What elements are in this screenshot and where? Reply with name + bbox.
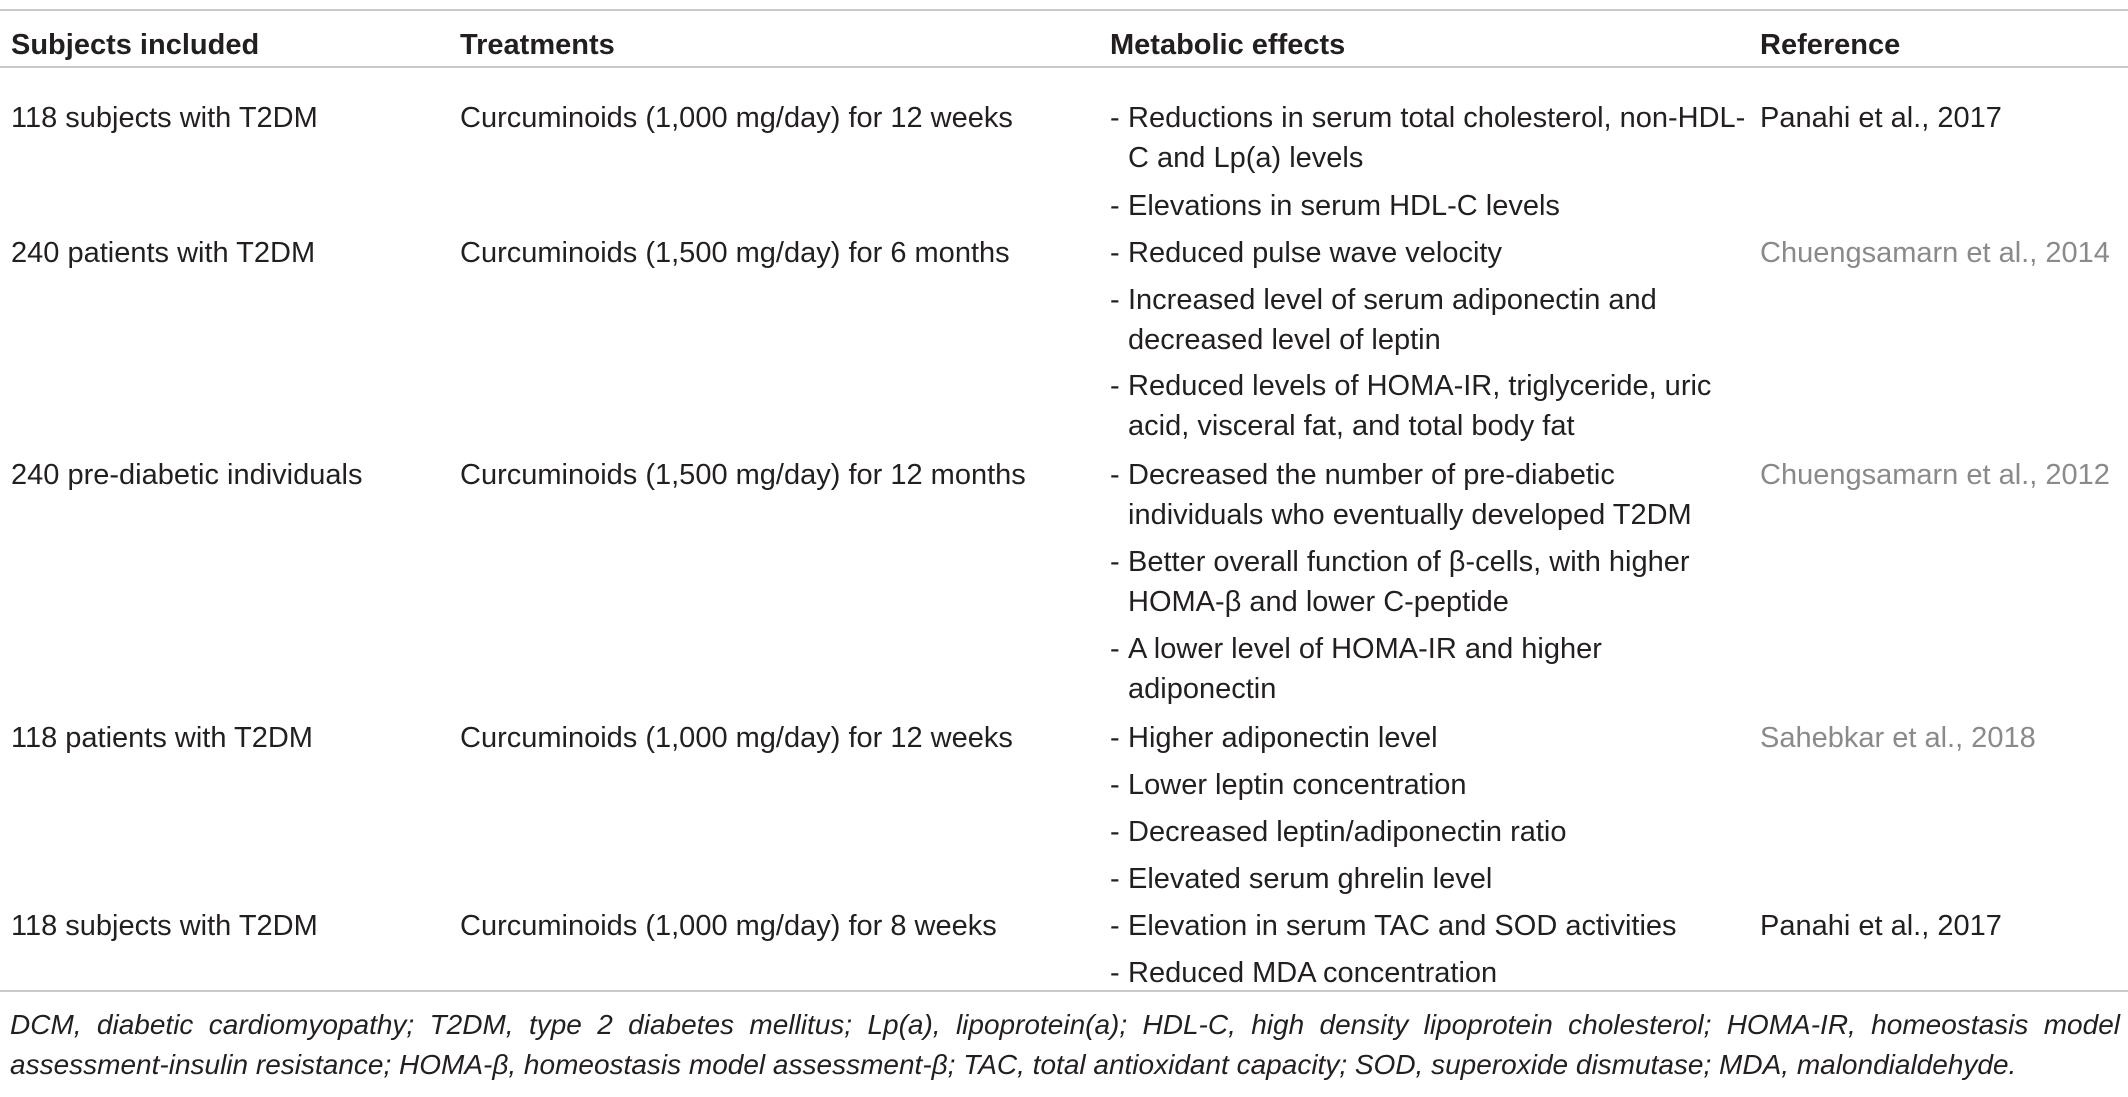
row5-effect-2	[1110, 953, 1748, 993]
effect-text: Reduced levels of HOMA-IR, triglyceride, uric acid, visceral fat, and total body fat	[1128, 370, 1712, 442]
row1-treatment: Curcuminoids (1,000 mg/day) for 12 weeks	[460, 102, 1013, 134]
row2-reference[interactable]: Chuengsamarn et al., 2014	[1760, 237, 2110, 269]
table-bottom-rule	[0, 990, 2128, 992]
row3-subjects: 240 pre-diabetic individuals	[11, 459, 363, 491]
table-header-rule	[0, 66, 2128, 68]
effect-text: Better overall function of β-cells, with higher HOMA-β and lower C-peptide	[1128, 546, 1690, 618]
table-footnote: DCM, diabetic cardiomyopathy; T2DM, type 2 diabetes mellitus; Lp(a), lipoprotein(a); HDL-C, high density lipoprotein cholesterol; HOMA-IR, homeostasis model assessment-insulin resistance; HOMA-β, homeostasis model assessment-β; TAC, total antioxidant capacity; SOD, superoxide dismutase; MDA, malondialdehyde.	[10, 1009, 2120, 1080]
bullet-dash: -	[1110, 633, 1120, 665]
effect-text: Reduced pulse wave velocity	[1128, 237, 1502, 269]
row2-subjects: 240 patients with T2DM	[11, 237, 316, 269]
row4-reference[interactable]: Sahebkar et al., 2018	[1760, 722, 2036, 754]
header-subjects: Subjects included	[11, 29, 260, 61]
header-effects: Metabolic effects	[1110, 29, 1346, 61]
bullet-dash: -	[1110, 459, 1120, 491]
effect-text: Higher adiponectin level	[1128, 722, 1438, 754]
bullet-dash: -	[1110, 190, 1120, 222]
bullet-dash: -	[1110, 284, 1120, 316]
bullet-dash: -	[1110, 722, 1120, 754]
effect-text: Elevated serum ghrelin level	[1128, 863, 1493, 895]
row1-subjects: 118 subjects with T2DM	[11, 102, 318, 134]
effect-text: A lower level of HOMA-IR and higher adiponectin	[1128, 633, 1602, 705]
row2-treatment: Curcuminoids (1,500 mg/day) for 6 months	[460, 237, 1010, 269]
effect-text: Reduced MDA concentration	[1128, 957, 1498, 989]
row4-treatment: Curcuminoids (1,000 mg/day) for 12 weeks	[460, 722, 1013, 754]
table-top-rule	[0, 9, 2128, 11]
row1-effect-2	[1110, 186, 1748, 226]
header-treatments: Treatments	[460, 29, 615, 61]
row1-reference[interactable]: Panahi et al., 2017	[1760, 102, 2002, 134]
bullet-dash: -	[1110, 816, 1120, 848]
row4-effect-2	[1110, 765, 1748, 805]
effect-text: Decreased the number of pre-diabetic individuals who eventually developed T2DM	[1128, 459, 1692, 531]
row5-subjects: 118 subjects with T2DM	[11, 910, 318, 942]
bullet-dash: -	[1110, 237, 1120, 269]
row4-effect-4	[1110, 859, 1748, 899]
bullet-dash: -	[1110, 957, 1120, 989]
row3-treatment: Curcuminoids (1,500 mg/day) for 12 months	[460, 459, 1026, 491]
row3-effect-3	[1110, 629, 1748, 709]
effect-text: Lower leptin concentration	[1128, 769, 1467, 801]
effect-text: Elevations in serum HDL-C levels	[1128, 190, 1560, 222]
row3-effect-2	[1110, 542, 1748, 622]
row4-subjects: 118 patients with T2DM	[11, 722, 313, 754]
row3-reference[interactable]: Chuengsamarn et al., 2012	[1760, 459, 2110, 491]
row1-effect-1	[1110, 98, 1748, 178]
effect-text: Reductions in serum total cholesterol, non-HDL-C and Lp(a) levels	[1128, 102, 1746, 174]
row5-effect-1	[1110, 906, 1748, 946]
bullet-dash: -	[1110, 863, 1120, 895]
bullet-dash: -	[1110, 769, 1120, 801]
row2-effect-1	[1110, 233, 1748, 273]
effect-text: Elevation in serum TAC and SOD activities	[1128, 910, 1677, 942]
bullet-dash: -	[1110, 910, 1120, 942]
header-reference: Reference	[1760, 29, 1901, 61]
bullet-dash: -	[1110, 370, 1120, 402]
row2-effect-2	[1110, 280, 1748, 360]
row4-effect-1	[1110, 718, 1748, 758]
effect-text: Decreased leptin/adiponectin ratio	[1128, 816, 1567, 848]
row5-treatment: Curcuminoids (1,000 mg/day) for 8 weeks	[460, 910, 997, 942]
bullet-dash: -	[1110, 546, 1120, 578]
row4-effect-3	[1110, 812, 1748, 852]
row5-reference[interactable]: Panahi et al., 2017	[1760, 910, 2002, 942]
bullet-dash: -	[1110, 102, 1120, 134]
row2-effect-3	[1110, 366, 1748, 446]
effect-text: Increased level of serum adiponectin and decreased level of leptin	[1128, 284, 1657, 356]
row3-effect-1	[1110, 455, 1748, 535]
